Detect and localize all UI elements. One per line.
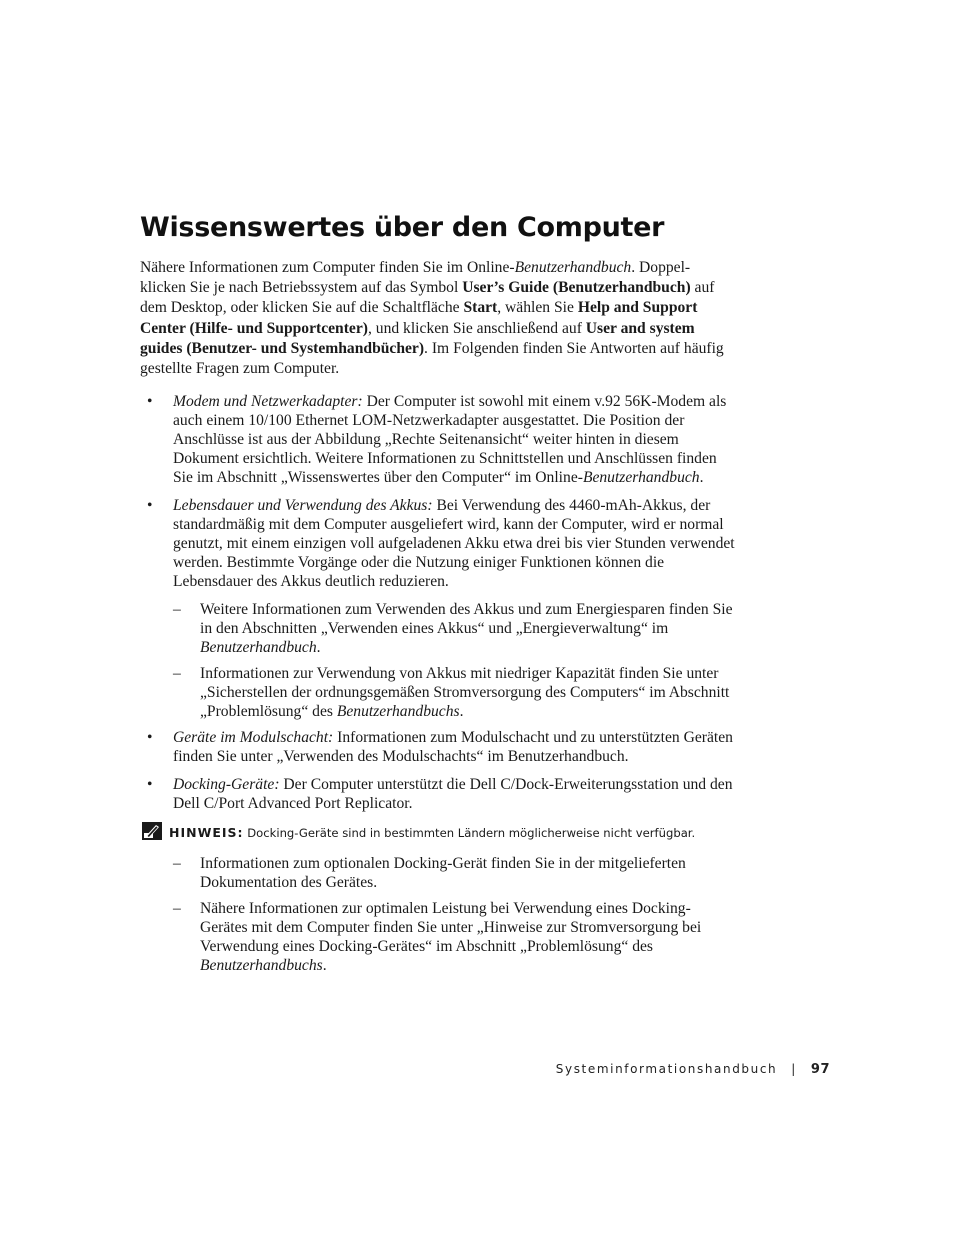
page-title: Wissenswertes über den Computer	[140, 212, 665, 243]
note-box	[142, 823, 736, 845]
sub-item-battery-low-capacity: – Informationen zur Verwendung von Akkus mit niedriger Kapazität finden Sie unter „Sicherstellen der ordnungsgemäßen Stromversorgung des Computers“ im Abschnitt „Problemlösung“ des Benutzerhandbuchs.	[146, 664, 736, 721]
list-item-battery: • Lebensdauer und Verwendung des Akkus: Bei Verwendung des 4460-mAh-Akkus, der standardmäßig mit dem Computer ausgeliefert wird, kann der Computer, wird er normal genutzt, mit einem einzigen voll aufgeladenen Akku etwa drei bis vier Stunden verwendet werden. Bestimmte Vorgänge oder die Nutzung einiger Funktionen können die Lebensdauer des Akkus deutlich reduzieren.	[146, 496, 736, 591]
list-item-docking: • Docking-Geräte: Der Computer unterstützt die Dell C/Dock-Erweiterungsstation und den Dell C/Port Advanced Port Replicator.	[146, 775, 736, 813]
footer-separator: |	[791, 1062, 797, 1076]
sub-item-docking-power: – Nähere Informationen zur optimalen Leistung bei Verwendung eines Docking-Gerätes mit dem Computer finden Sie unter „Hinweise zur Stromversorgung bei Verwendung eines Docking-Gerätes“ im Abschnitt „Problemlösung“ des Benutzerhandbuchs.	[146, 899, 736, 975]
page-footer	[556, 1062, 830, 1077]
sub-item-docking-docs: – Informationen zum optionalen Docking-Gerät finden Sie in der mitgelieferten Dokumentation des Gerätes.	[146, 854, 736, 892]
list-item-modem: • Modem und Netzwerkadapter: Der Computer ist sowohl mit einem v.92 56K-Modem als auch einem 10/100 Ethernet LOM-Netzwerkadapter ausgestattet. Die Position der Anschlüsse ist aus der Abbildung „Rechte Seitenansicht“ weiter hinten in diesem Dokument ersichtlich. Weitere Informationen zu Schnittstellen und Anschlüssen finden Sie im Abschnitt „Wissenswertes über den Computer“ im Online-Benutzerhandbuch.	[146, 392, 736, 487]
note-text: HINWEIS: Docking-Geräte sind in bestimmten Ländern möglicherweise nicht verfügbar.	[169, 825, 696, 840]
info-list	[146, 392, 736, 982]
sub-item-battery-energy: – Weitere Informationen zum Verwenden des Akkus und zum Energiesparen finden Sie in den Abschnitten „Verwenden eines Akkus“ und „Energieverwaltung“ im Benutzerhandbuch.	[146, 600, 736, 657]
footer-title: Systeminformationshandbuch	[555, 1062, 778, 1076]
page-number: 97	[810, 1062, 830, 1077]
list-item-module-bay: • Geräte im Modulschacht: Informationen zum Modulschacht und zu unterstützten Geräten finden Sie unter „Verwenden des Modulschachts“ im Benutzerhandbuch.	[146, 728, 736, 766]
intro-paragraph: Nähere Informationen zum Computer finden Sie im Online-Benutzerhandbuch. Doppel-klicken Sie je nach Betriebssystem auf das Symbol User’s Guide (Benutzerhandbuch) auf dem Desktop, oder klicken Sie auf die Schaltfläche Start, wählen Sie Help and Support Center (Hilfe- und Supportcenter), und klicken Sie anschließend auf User and system guides (Benutzer- und Systemhandbücher). Im Folgenden finden Sie Antworten auf häufig gestellte Fragen zum Computer.	[140, 259, 724, 378]
pencil-note-icon	[142, 822, 162, 840]
